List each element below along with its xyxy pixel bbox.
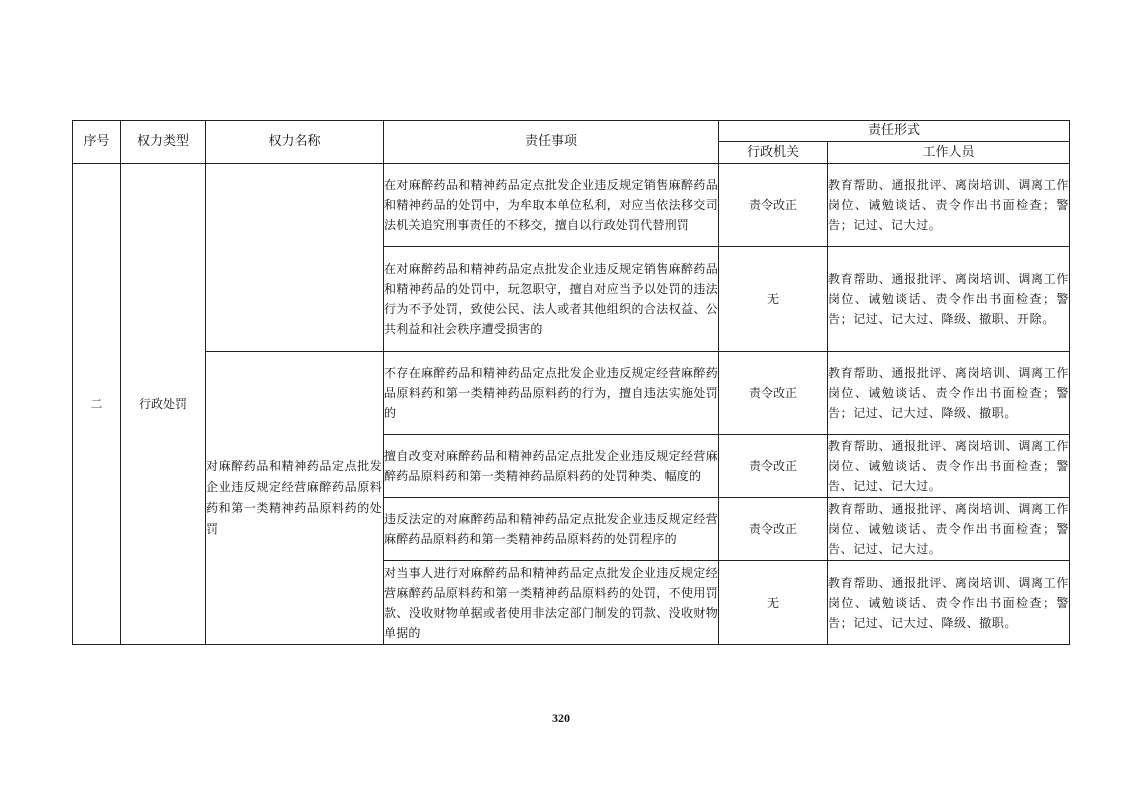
header-seq: 序号	[73, 121, 121, 164]
table-row	[73, 352, 1070, 435]
table-row	[73, 164, 1070, 247]
header-power-name: 权力名称	[206, 121, 384, 164]
header-admin-org: 行政机关	[719, 142, 828, 164]
responsibility-item: 在对麻醉药品和精神药品定点批发企业违反规定销售麻醉药品和精神药品的处罚中，玩忽职守，擅自对应当予以处罚的违法行为不予处罚，致使公民、法人或者其他组织的合法权益、公共利益和社会秩序遭受损害的	[384, 247, 719, 352]
responsibility-item: 违反法定的对麻醉药品和精神药品定点批发企业违反规定经营麻醉药品原料药和第一类精神药品原料药的处罚程序的	[384, 498, 719, 561]
admin-measure: 无	[719, 561, 828, 645]
staff-measure: 教育帮助、通报批评、离岗培训、调离工作岗位、诫勉谈话、责令作出书面检查；警告；记过、记大过、降级、撤职、开除。	[828, 247, 1070, 352]
page-number: 320	[552, 711, 570, 725]
admin-measure: 无	[719, 247, 828, 352]
seq-cell: 二	[73, 164, 121, 645]
responsibility-item: 在对麻醉药品和精神药品定点批发企业违反规定销售麻醉药品和精神药品的处罚中，为牟取本单位私利，对应当依法移交司法机关追究刑事责任的不移交，擅自以行政处罚代替刑罚	[384, 164, 719, 247]
admin-measure: 责令改正	[719, 498, 828, 561]
responsibility-item: 擅自改变对麻醉药品和精神药品定点批发企业违反规定经营麻醉药品原料药和第一类精神药品原料药的处罚种类、幅度的	[384, 435, 719, 498]
staff-measure: 教育帮助、通报批评、离岗培训、调离工作岗位、诫勉谈话、责令作出书面检查；警告；记过、记大过。	[828, 164, 1070, 247]
header-power-type: 权力类型	[121, 121, 206, 164]
header-responsibility-form: 责任形式	[719, 121, 1070, 142]
header-row-top	[73, 121, 1070, 142]
power-type-cell: 行政处罚	[121, 164, 206, 645]
responsibility-item: 不存在麻醉药品和精神药品定点批发企业违反规定经营麻醉药品原料药和第一类精神药品原料药的行为，擅自违法实施处罚的	[384, 352, 719, 435]
responsibility-item: 对当事人进行对麻醉药品和精神药品定点批发企业违反规定经营麻醉药品原料药和第一类精神药品原料药的处罚，不使用罚款、没收财物单据或者使用非法定部门制发的罚款、没收财物单据的	[384, 561, 719, 645]
header-responsibility: 责任事项	[384, 121, 719, 164]
admin-measure: 责令改正	[719, 164, 828, 247]
admin-measure: 责令改正	[719, 352, 828, 435]
staff-measure: 教育帮助、通报批评、离岗培训、调离工作岗位、诫勉谈话、责令作出书面检查；警告、记过、记大过。	[828, 498, 1070, 561]
staff-measure: 教育帮助、通报批评、离岗培训、调离工作岗位、诫勉谈话、责令作出书面检查；警告；记过、记大过、降级、撤职。	[828, 561, 1070, 645]
header-staff: 工作人员	[828, 142, 1070, 164]
power-name-empty-cell	[206, 164, 384, 352]
power-name-cell: 对麻醉药品和精神药品定点批发企业违反规定经营麻醉药品原料药和第一类精神药品原料药的处罚	[206, 352, 384, 645]
staff-measure: 教育帮助、通报批评、离岗培训、调离工作岗位、诫勉谈话、责令作出书面检查；警告、记过、记大过。	[828, 435, 1070, 498]
staff-measure: 教育帮助、通报批评、离岗培训、调离工作岗位、诫勉谈话、责令作出书面检查；警告；记过、记大过、降级、撤职。	[828, 352, 1070, 435]
admin-measure: 责令改正	[719, 435, 828, 498]
responsibility-table	[72, 120, 1070, 645]
